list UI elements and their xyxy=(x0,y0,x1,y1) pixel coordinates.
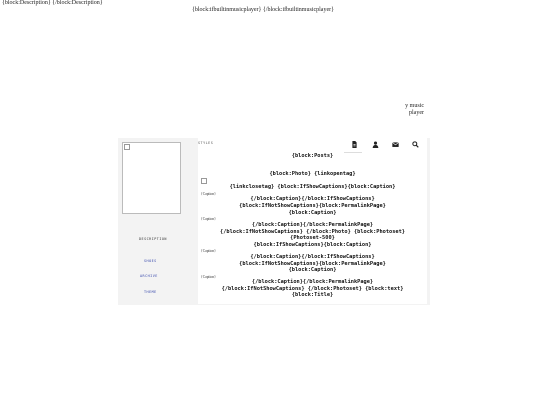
sidebar-link-shoes[interactable]: SHOES xyxy=(144,259,157,263)
styles-label: STYLES xyxy=(198,141,214,145)
sidebar-image xyxy=(122,142,181,214)
post-code-line: {block:Photo} {linkopentag} xyxy=(269,171,356,177)
post-code-line: {block:Posts} xyxy=(291,153,334,159)
post-code-line: {block:IfNotShowCaptions}{block:PermalinkPage} xyxy=(239,261,386,267)
post-code-line: {linkclosetag} {block:IfShowCaptions}{block:Caption} xyxy=(229,184,396,190)
user-icon[interactable] xyxy=(371,140,380,149)
broken-image-icon xyxy=(124,144,130,150)
post-code-line: {/block:Caption}{/block:IfShowCaptions} xyxy=(250,196,375,202)
sidebar-link-archive[interactable]: ARCHIVE xyxy=(140,274,158,278)
caption-label: {Caption} xyxy=(201,192,216,196)
post-code-line: {/block:Caption}{/block:IfShowCaptions} xyxy=(250,254,375,260)
music-player-line: player xyxy=(409,110,424,116)
post-code-line: {/block:Caption}{/block:PermalinkPage} xyxy=(251,222,374,228)
caption-label: {Caption} xyxy=(201,249,216,253)
caption-label: {Caption} xyxy=(201,275,216,279)
music-player-line: y music xyxy=(405,103,424,109)
music-player-block-text: {block:ifbuiltinmusicplayer} {/block:ifbuiltinmusicplayer} xyxy=(192,7,334,13)
music-player-text xyxy=(392,103,424,117)
post-code-line: {/block:IfNotShowCaptions} {/block:Photo} {block:Photoset} xyxy=(220,229,405,235)
post-code-line: {block:Caption} xyxy=(288,267,337,273)
sidebar-description-label: DESCRIPTION xyxy=(139,237,167,241)
description-block-text: {block:Description} {/block:Description} xyxy=(2,0,103,6)
document-icon[interactable] xyxy=(350,140,359,149)
post-code-line: {block:Caption} xyxy=(288,210,337,216)
sidebar-link-theme[interactable]: THEME xyxy=(144,290,157,294)
search-icon[interactable] xyxy=(411,140,420,149)
post-code-line: {/block:IfNotShowCaptions} {/block:Photoset} {block:text} xyxy=(221,286,404,292)
post-code-line: {block:Title} xyxy=(291,292,334,298)
post-code-line: {/block:Caption}{/block:PermalinkPage} xyxy=(251,279,374,285)
post-code-line: {block:IfShowCaptions}{block:Caption} xyxy=(253,242,372,248)
post-code-line: {Photoset-500} xyxy=(290,235,335,241)
post-code-line: {block:IfNotShowCaptions}{block:PermalinkPage} xyxy=(239,203,386,209)
mail-icon[interactable] xyxy=(391,140,400,149)
caption-label: {Caption} xyxy=(201,217,216,221)
